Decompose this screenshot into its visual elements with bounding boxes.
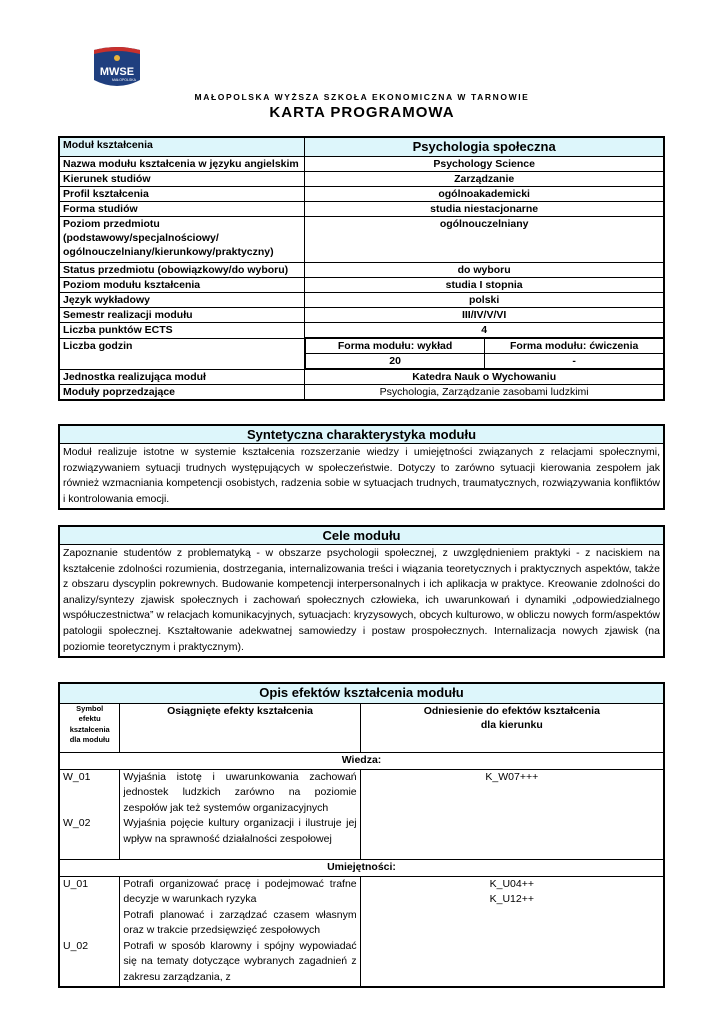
module-table [58, 136, 665, 401]
effect-u01b: Potrafi planować i zarządzać czasem własnym oraz w trakcie przedsięwzięć zespołowych [123, 908, 357, 937]
module-level-label: Poziom modułu kształcenia [59, 278, 305, 293]
outcomes-title: Opis efektów kształcenia modułu [59, 683, 664, 703]
field-label: Kierunek studiów [59, 172, 305, 187]
symbol-header-line3: kształcenia [69, 724, 110, 734]
knowledge-effects [120, 769, 360, 859]
course-level-line1: Poziom przedmiotu [63, 218, 160, 230]
unit-value: Katedra Nauk o Wychowaniu [305, 369, 664, 385]
goals-section [58, 525, 665, 658]
logo-text: MWSE [99, 66, 135, 78]
ref-w01: K_W07+++ [360, 769, 664, 859]
ects-value: 4 [305, 323, 664, 339]
symbol-u01: U_01 [63, 877, 89, 890]
synthetic-section [58, 424, 665, 510]
outcomes-table [58, 682, 665, 988]
ref-u01-line1: K_U04++ [489, 877, 534, 890]
logo-subtext: MAŁOPOLSKA [112, 78, 136, 82]
course-level-line3: ogólnouczelniany/kierunkowy/praktyczny) [63, 246, 274, 258]
ects-label: Liczba punktów ECTS [59, 323, 305, 339]
study-form-label: Forma studiów [59, 202, 305, 217]
semester-value: III/IV/V/VI [305, 308, 664, 323]
knowledge-label: Wiedza: [59, 752, 664, 769]
effect-w01: Wyjaśnia istotę i uwarunkowania zachowań jednostek ludzkich zarówno na poziomie zespołów jak też systemów organizacyjnych [123, 770, 357, 814]
symbol-header-line2: efektu [78, 714, 101, 723]
mwse-logo [88, 42, 146, 92]
skills-label: Umiejętności: [59, 859, 664, 876]
skills-effects [120, 876, 360, 987]
module-label: Moduł kształcenia [59, 137, 305, 157]
symbol-w02: W_02 [63, 817, 91, 830]
reference-header-line2: dla kierunku [480, 718, 543, 731]
ref-u01 [360, 876, 664, 987]
synthetic-text: Moduł realizuje istotne w systemie kształcenia rozszerzanie wiedzy i umiejętności związanych z relacjami społecznymi, rozwiązywaniem sytuacji trudnych występujących w społeczeństwie. Dotyczy to zarówno sytuacji kierowania zespołem jak również wzmacniania kompetencji osobistych, radzenia sobie w sytuacjach trudnych, traumatycznych, rozwiązywania konfliktów i kontrolowania emocji. [63, 446, 660, 505]
course-level-value: ogólnouczelniany [305, 217, 664, 263]
language-label: Język wykładowy [59, 293, 305, 308]
symbol-header-line4: dla modułu [69, 735, 110, 744]
ref-u01-line2: K_U12++ [489, 893, 534, 906]
symbol-u02: U_02 [63, 940, 89, 953]
lecture-hours-value: 20 [305, 354, 485, 370]
lecture-form-label: Forma modułu: wykład [305, 338, 485, 354]
document-title: KARTA PROGRAMOWA [269, 104, 455, 121]
english-name-label: Nazwa modułu kształcenia w języku angielskim [59, 157, 305, 172]
course-level-line2: (podstawowy/specjalnościowy/ [63, 232, 219, 244]
reference-header-line1: Odniesienie do efektów kształcenia [423, 704, 600, 717]
skills-symbols [59, 876, 120, 987]
goals-title: Cele modułu [60, 527, 663, 545]
exercise-hours-value: - [485, 354, 664, 370]
prereq-value: Psychologia, Zarządzanie zasobami ludzkimi [305, 385, 664, 401]
semester-label: Semestr realizacji modułu [59, 308, 305, 323]
effect-w02: Wyjaśnia pojęcie kultury organizacji i ilustruje jej wpływ na sprawność działalności zespołowej [123, 817, 357, 845]
module-level-value: studia I stopnia [305, 278, 664, 293]
course-level-label [59, 217, 305, 263]
effect-u02: Potrafi w sposób klarowny i spójny wypowiadać się na tematy dotyczące wybranych zagadnień z zakresu zarządzania, z [123, 939, 357, 984]
effects-column-header: Osiągnięte efekty kształcenia [120, 703, 360, 752]
effect-u01: Potrafi organizować pracę i podejmować trafne decyzje w warunkach ryzyka [123, 877, 357, 906]
knowledge-symbols [59, 769, 120, 859]
field-value: Zarządzanie [305, 172, 664, 187]
synthetic-title: Syntetyczna charakterystyka modułu [60, 426, 663, 444]
symbol-column-header [59, 703, 120, 752]
school-name: MAŁOPOLSKA WYŻSZA SZKOŁA EKONOMICZNA W TARNOWIE [194, 92, 530, 102]
study-form-value: studia niestacjonarne [305, 202, 664, 217]
status-value: do wyboru [305, 263, 664, 278]
english-name-value: Psychology Science [305, 157, 664, 172]
unit-label: Jednostka realizująca moduł [59, 369, 305, 385]
reference-column-header [360, 703, 664, 752]
symbol-w01: W_01 [63, 770, 91, 783]
module-value: Psychologia społeczna [305, 137, 664, 157]
goals-text: Zapoznanie studentów z problematyką - w obszarze psychologii społecznej, z uwzględnieniem praktyki - z naciskiem na kształcenie zdolności rozumienia, dostrzegania, internalizowania treści i wiązania teoretycznych i praktycznych aspektów, także z obszaru dyscyplin pokrewnych. Budowanie kompetencji interpersonalnych i ich aplikacja w praktyce. Kreowanie zdolności do analizy/syntezy zjawisk społecznych i zachowań społecznych człowieka, ich uwarunkowań i dynamiki „odpowiedzialnego współuczestnictwa” w relacjach komunikacyjnych, sytuacjach: kryzysowych, obcych kulturowo, w obliczu nowych form/aspektów patologii społecznej. Kształtowanie adekwatnej samowiedzy i postaw prospołecznych. Internalizacja nowych zjawisk (na poziomie teoretycznym i praktycznym). [63, 547, 660, 653]
exercise-form-label: Forma modułu: ćwiczenia [485, 338, 664, 354]
prereq-label: Moduły poprzedzające [59, 385, 305, 401]
status-label: Status przedmiotu (obowiązkowy/do wyboru) [59, 263, 305, 278]
hours-label: Liczba godzin [59, 338, 305, 369]
language-value: polski [305, 293, 664, 308]
symbol-header-line1: Symbol [76, 703, 104, 713]
profile-label: Profil kształcenia [59, 187, 305, 202]
profile-value: ogólnoakademicki [305, 187, 664, 202]
